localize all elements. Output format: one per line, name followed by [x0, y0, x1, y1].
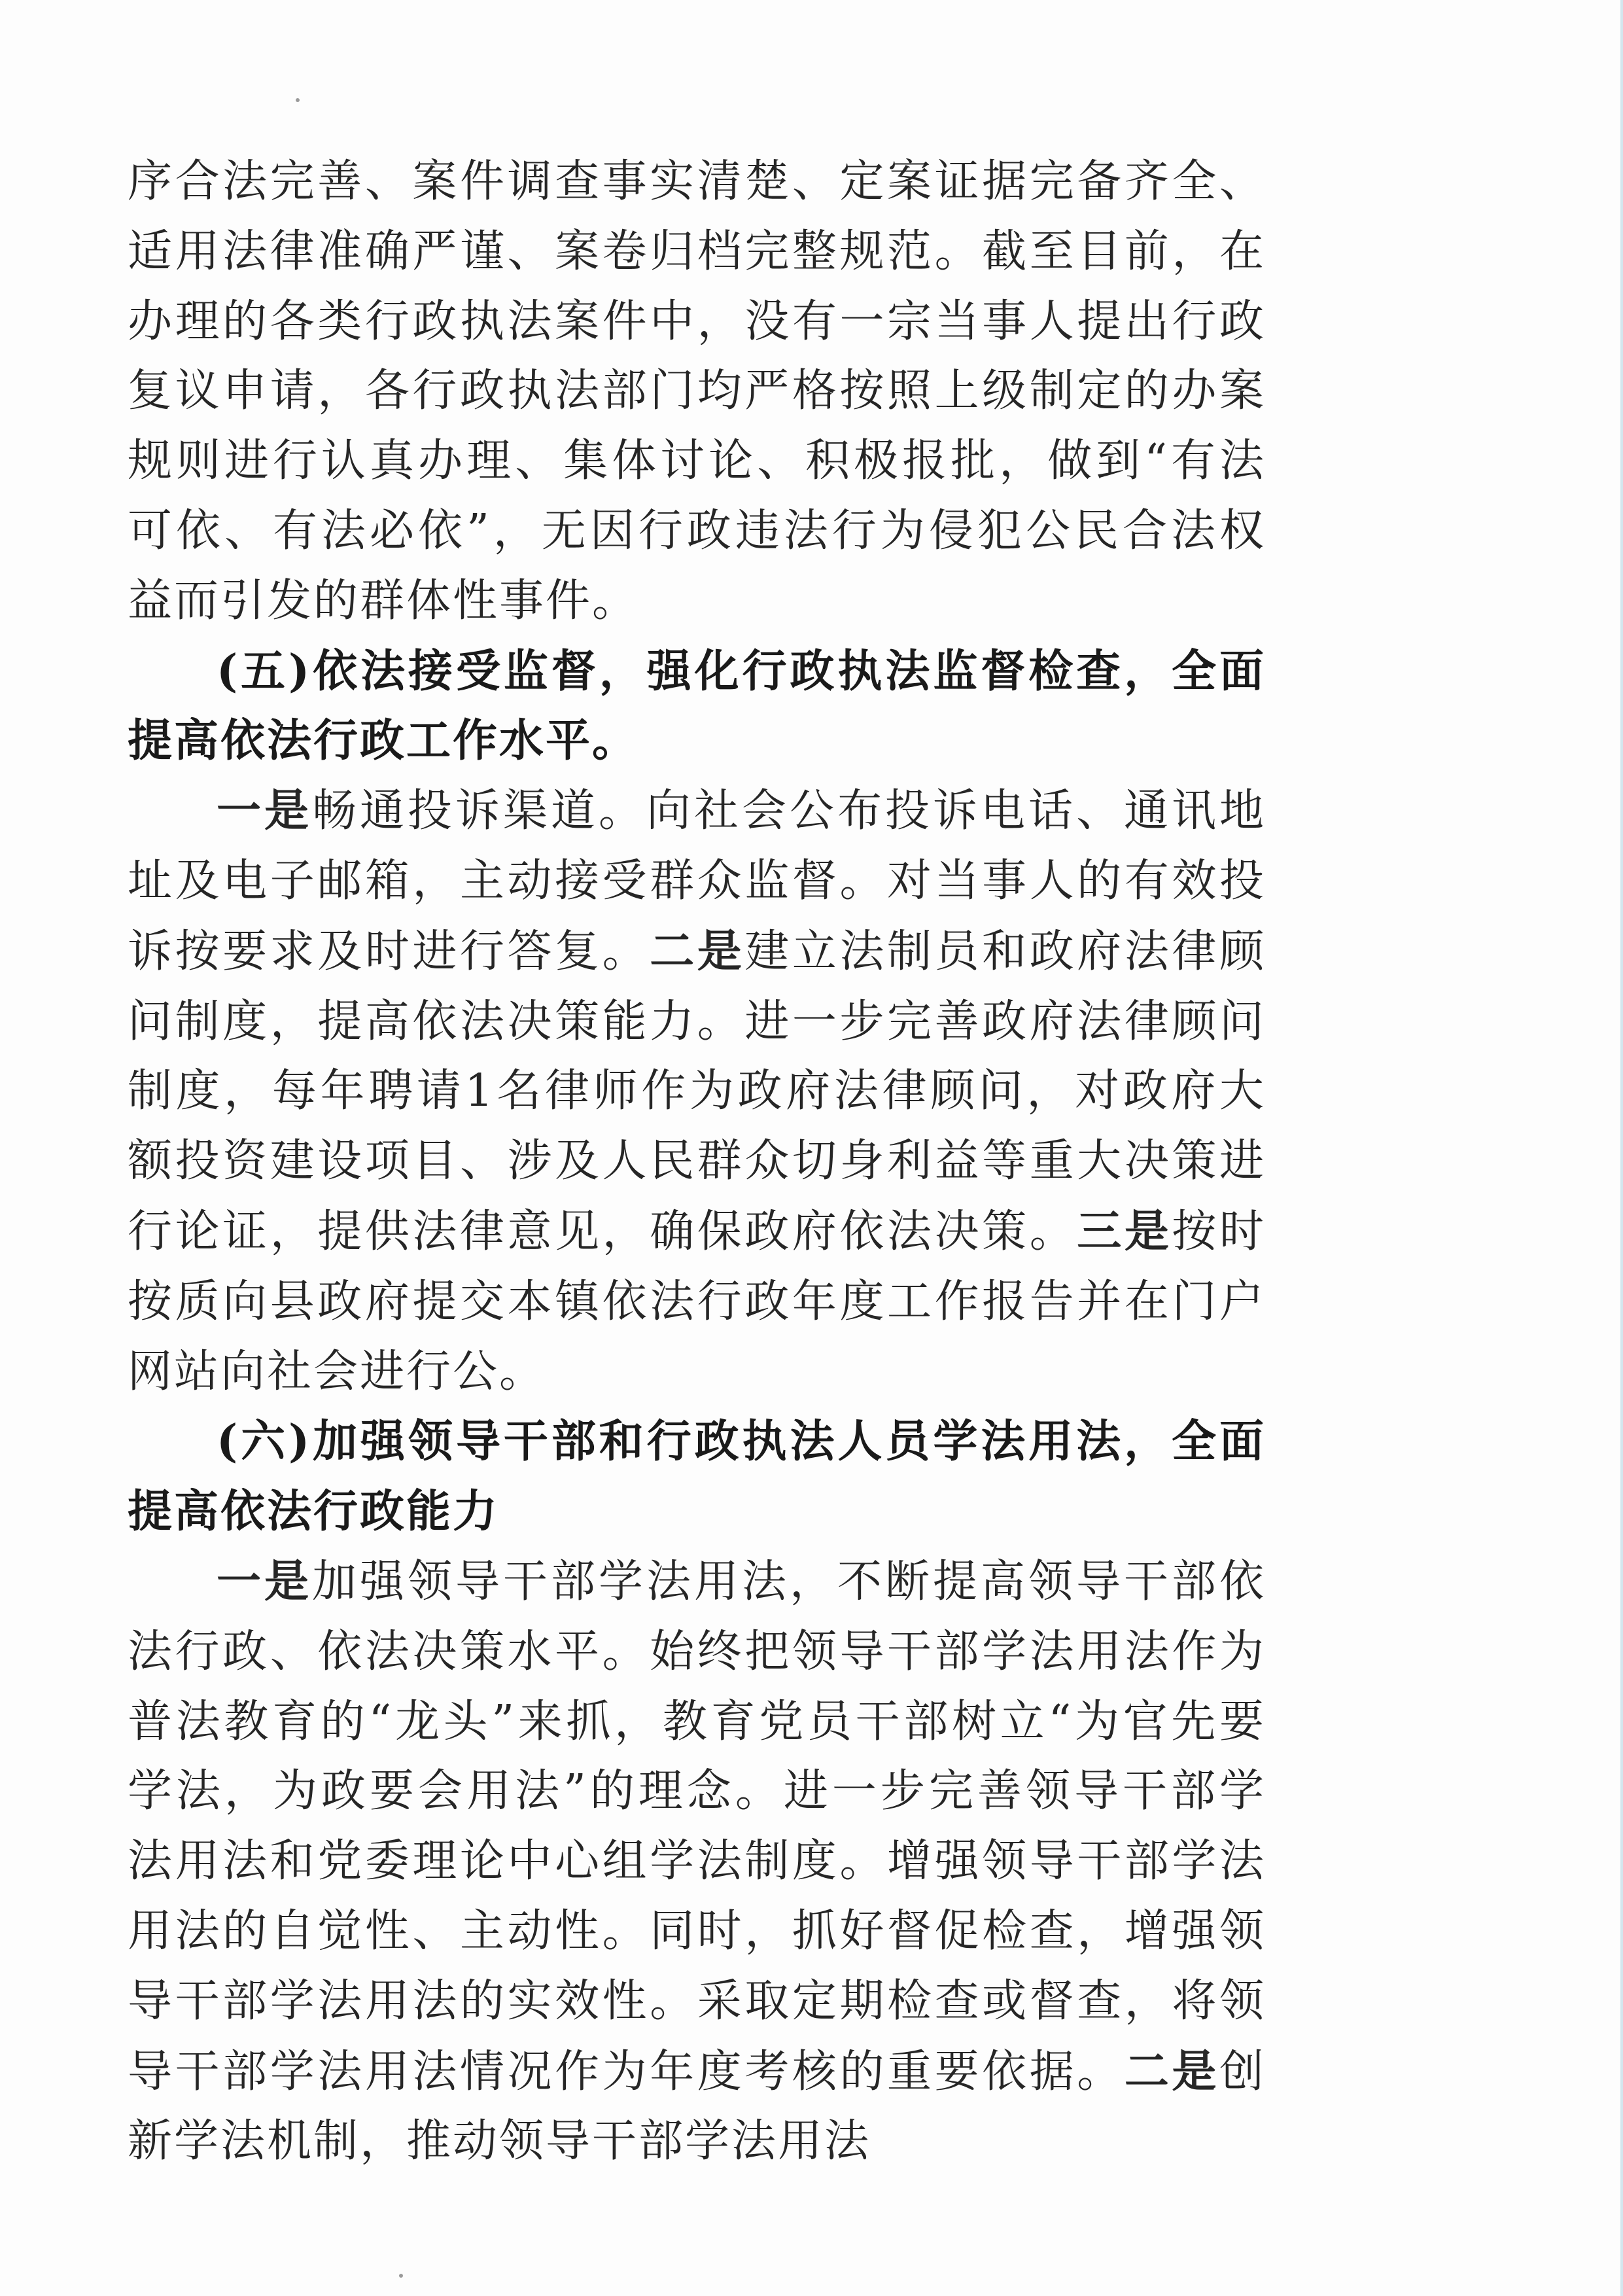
text-third: 按时按质向县政府提交本镇依法行政年度工作报告并在门户网站向社会进行公。: [128, 1205, 1266, 1398]
text-second: 创新学法机制，推动领导干部学法用法: [128, 2045, 1266, 2168]
paragraph-supervision: [128, 776, 1266, 1407]
section-heading-five: (五)依法接受监督，强化行政执法监督检查，全面提高依法行政工作水平。: [128, 645, 1266, 768]
keyword-second: 二是: [650, 925, 745, 978]
keyword-third: 三是: [1077, 1205, 1172, 1258]
keyword-first: 一是: [217, 785, 312, 838]
scan-edge: [1620, 0, 1623, 2296]
text-first: 加强领导干部学法用法，不断提高领导干部依法行政、依法决策水平。始终把领导干部学法用法作为普法教育的“龙头”来抓，教育党员干部树立“为官先要学法，为政要会用法”的理念。进一步完善领导干部学法用法和党委理论中心组学法制度。增强领导干部学法用法的自觉性、主动性。同时，抓好督促检查，增强领导干部学法用法的实效性。采取定期检查或督查，将领导干部学法用法情况作为年度考核的重要依据。: [128, 1555, 1266, 2098]
paragraph-continuation: 序合法完善、案件调查事实清楚、定案证据完备齐全、适用法律准确严谨、案卷归档完整规范。截至目前，在办理的各类行政执法案件中，没有一宗当事人提出行政复议申请，各行政执法部门均严格按照上级制定的办案规则进行认真办理、集体讨论、积极报批，做到“有法可依、有法必依”，无因行政违法行为侵犯公民合法权益而引发的群体性事件。: [128, 156, 1266, 627]
keyword-first: 一是: [217, 1555, 312, 1608]
section-heading-six: (六)加强领导干部和行政执法人员学法用法，全面提高依法行政能力: [128, 1415, 1266, 1538]
paragraph-study-law: [128, 1547, 1266, 2177]
document-body: [128, 147, 1266, 2177]
text-first: 畅通投诉渠道。向社会公布投诉电话、通讯地址及电子邮箱，主动接受群众监督。对当事人的有效投诉按要求及时进行答复。: [128, 785, 1266, 978]
text-second: 建立法制员和政府法律顾问制度，提高依法决策能力。进一步完善政府法律顾问制度，每年聘请1名律师作为政府法律顾问，对政府大额投资建设项目、涉及人民群众切身利益等重大决策进行论证，提供法律意见，确保政府依法决策。: [128, 925, 1266, 1258]
scan-speck: [399, 2274, 403, 2278]
scan-speck: [296, 98, 300, 102]
keyword-second: 二是: [1124, 2045, 1219, 2098]
